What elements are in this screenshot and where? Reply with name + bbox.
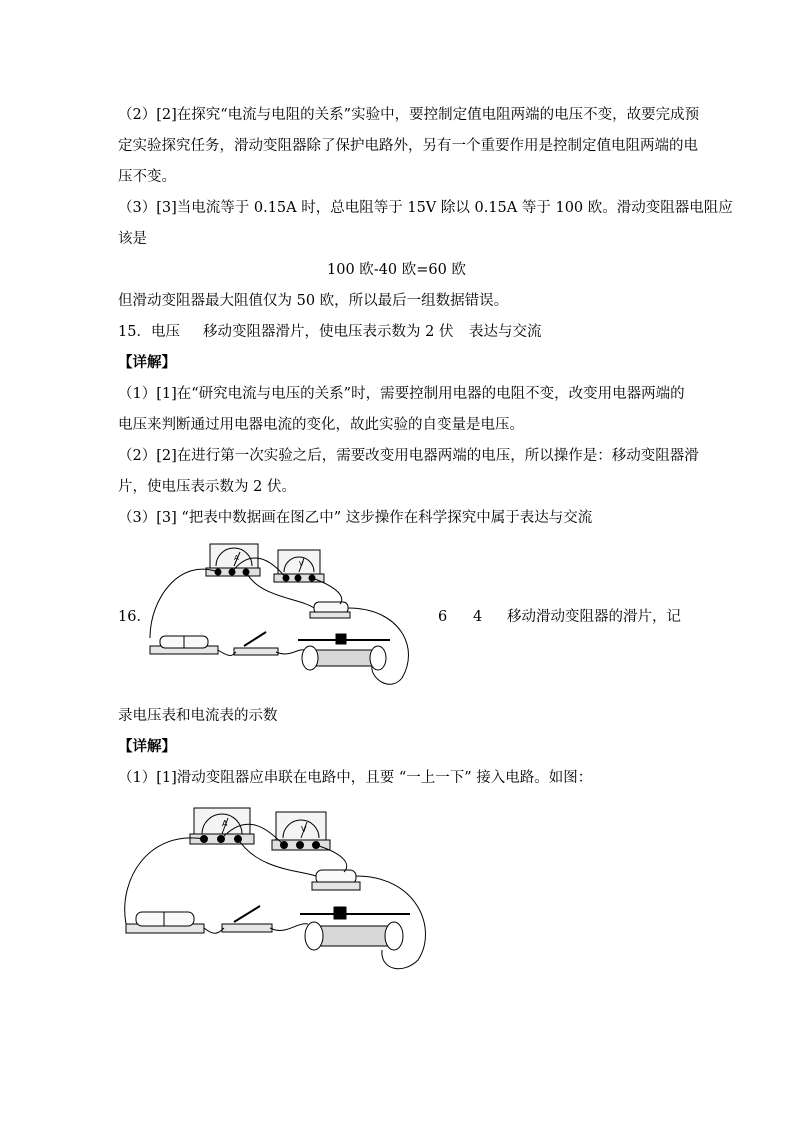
ammeter-label: A — [234, 554, 239, 562]
text-line: （3）[3]当电流等于 0.15A 时，总电阻等于 15V 除以 0.15A 等于 100 欧。滑动变阻器电阻应 — [118, 200, 733, 216]
circuit-diagram-1 — [140, 538, 415, 688]
text-line: （1）[1]滑动变阻器应串联在电路中，且要 “一上一下” 接入电路。如图： — [118, 770, 593, 786]
question-16-answer-1: 6 — [438, 609, 448, 625]
question-15-answer-3: 表达与交流 — [469, 324, 542, 340]
text-line: 电压来判断通过用电器电流的变化，故此实验的自变量是电压。 — [118, 417, 524, 433]
text-line: （1）[1]在“研究电流与电压的关系”时，需要控制用电器的电阻不变，改变用电器两端的 — [118, 386, 685, 402]
text-line: 但滑动变阻器最大阻值仅为 50 欧，所以最后一组数据错误。 — [118, 293, 509, 309]
text-line: （2）[2]在探究“电流与电阻的关系”实验中，要控制定值电阻两端的电压不变，故要完成预 — [118, 107, 700, 123]
question-15-number: 15．电压 — [118, 324, 180, 340]
text-line: 片，使电压表示数为 2 伏。 — [118, 479, 296, 495]
voltmeter-label: V — [301, 825, 307, 834]
question-16-number: 16． — [118, 609, 151, 625]
text-line: （3）[3] “把表中数据画在图乙中” 这步操作在科学探究中属于表达与交流 — [118, 510, 593, 526]
circuit-diagram-2 — [118, 800, 438, 975]
detail-heading: 【详解】 — [118, 738, 176, 755]
detail-heading: 【详解】 — [118, 354, 176, 371]
question-15-answer-2: 移动变阻器滑片，使电压表示数为 2 伏 — [203, 324, 454, 340]
question-16-answer-3: 移动滑动变阻器的滑片，记 — [507, 609, 681, 625]
text-line: 定实验探究任务，滑动变阻器除了保护电路外，另有一个重要作用是控制定值电阻两端的电 — [118, 138, 698, 154]
formula: 100 欧-40 欧=60 欧 — [327, 262, 466, 278]
question-16-answer-2: 4 — [473, 609, 483, 625]
text-line: 压不变。 — [118, 169, 176, 185]
ammeter-label: A — [222, 819, 228, 828]
text-line: 录电压表和电流表的示数 — [118, 708, 278, 724]
voltmeter-label: V — [299, 560, 304, 568]
text-line: 该是 — [118, 231, 147, 247]
text-line: （2）[2]在进行第一次实验之后，需要改变用电器两端的电压，所以操作是：移动变阻器滑 — [118, 448, 699, 464]
